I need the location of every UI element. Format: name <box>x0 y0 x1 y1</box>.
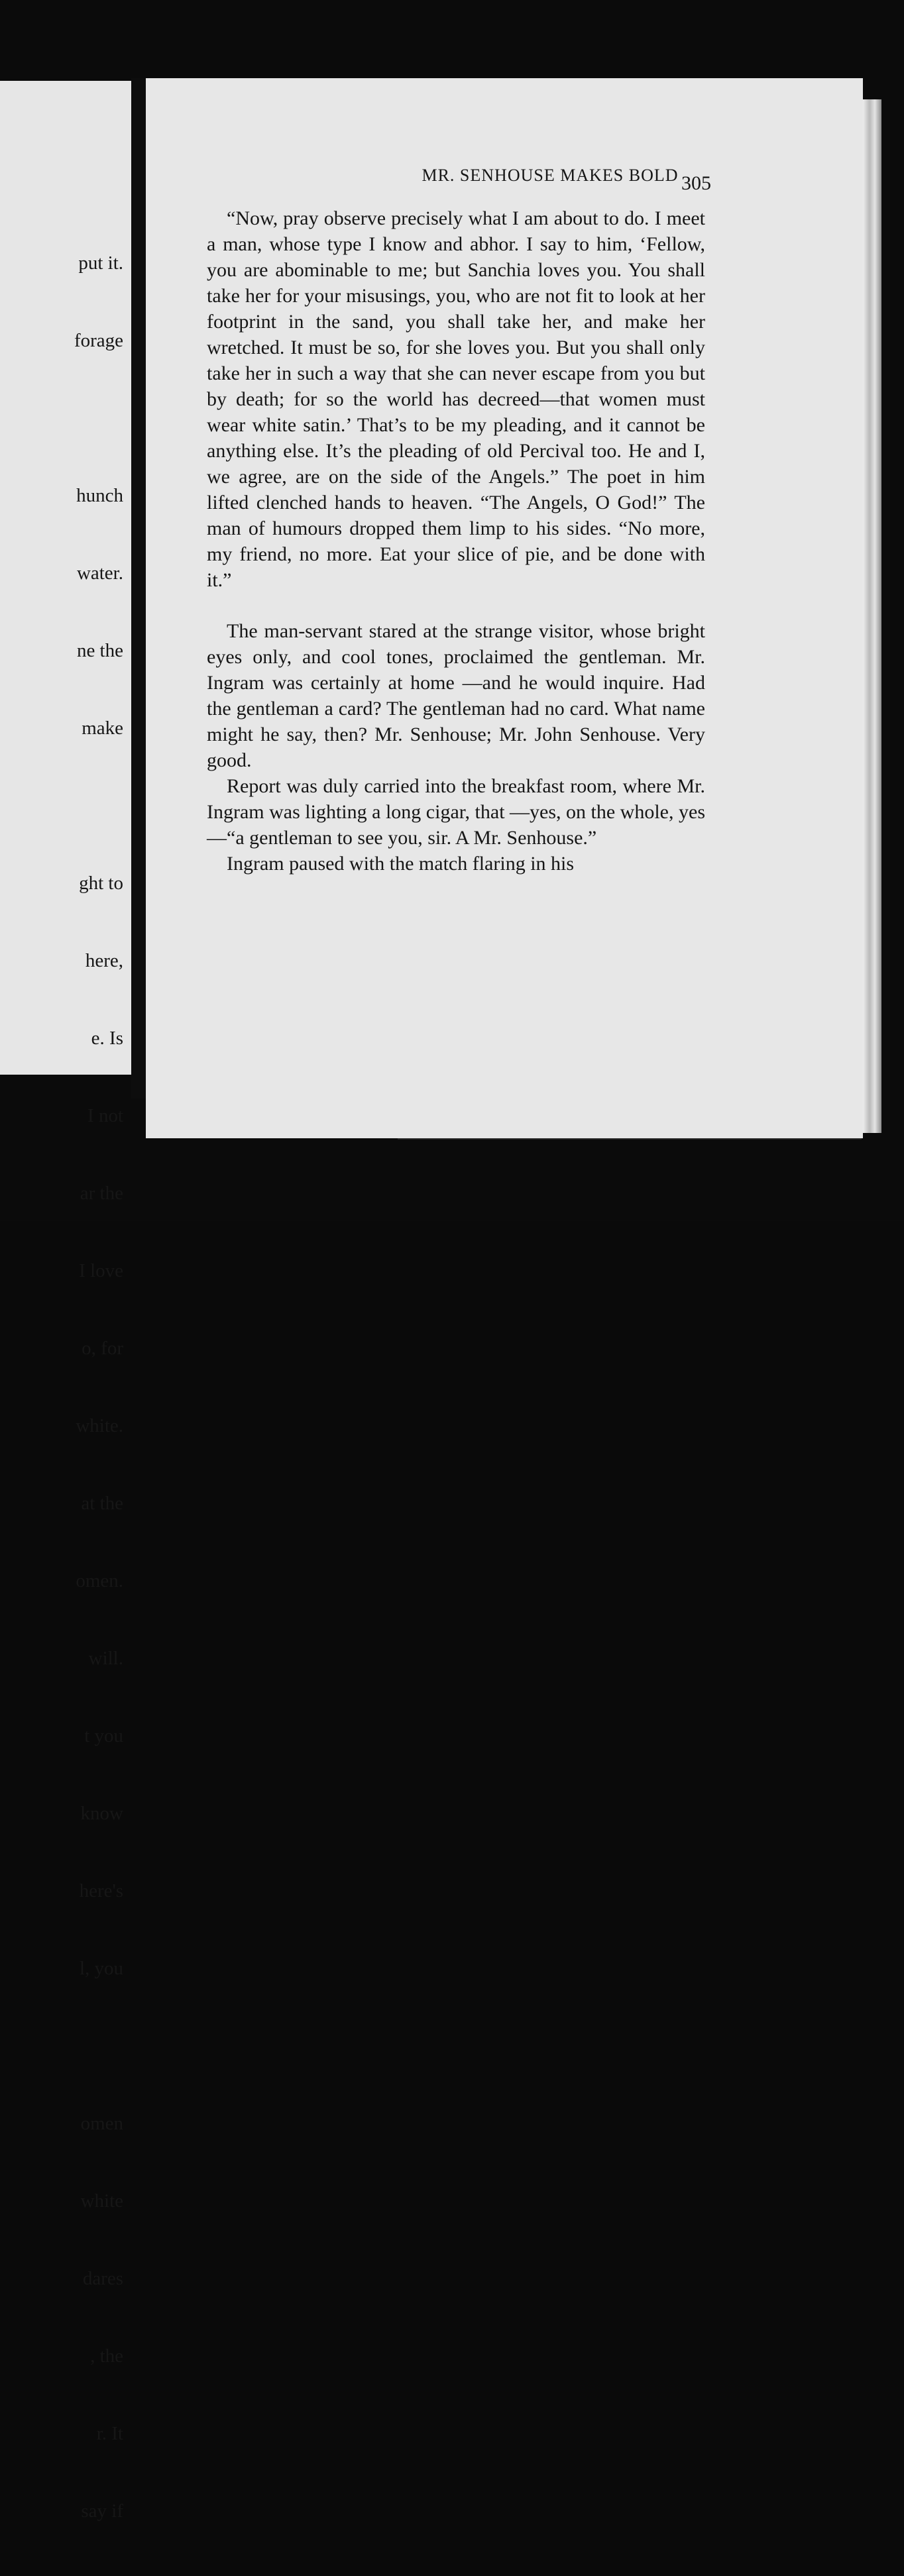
left-line <box>0 2033 123 2059</box>
left-page-fragment <box>0 81 134 2522</box>
left-line: hunch <box>76 485 123 506</box>
left-line: put it. <box>78 252 123 274</box>
left-line: omen <box>80 2113 123 2134</box>
left-line: t you <box>84 1725 123 1746</box>
left-line <box>0 793 123 819</box>
running-head: MR. SENHOUSE MAKES BOLD <box>422 166 679 185</box>
left-line: ne the <box>76 640 123 661</box>
left-page-text <box>0 199 123 2576</box>
left-line: ar the <box>80 1183 123 1204</box>
left-line: I not <box>87 1105 123 1126</box>
paragraph: Ingram paused with the match flaring in his <box>227 853 575 875</box>
page-number: 305 <box>681 172 711 194</box>
left-line: r. It <box>96 2423 123 2444</box>
left-line: at the <box>81 1493 123 1514</box>
left-line: white <box>80 2190 123 2212</box>
left-line: l, you <box>79 1958 123 1979</box>
left-line <box>0 405 123 431</box>
left-line: water. <box>76 563 123 584</box>
left-line: forage <box>74 330 123 351</box>
book-gutter <box>131 78 147 1099</box>
left-line: omen. <box>76 1570 123 1591</box>
left-line: I love <box>79 1260 123 1281</box>
body-text <box>207 205 705 877</box>
left-line: , the <box>90 2345 123 2367</box>
left-line: e. Is <box>91 1028 123 1049</box>
right-page <box>146 78 863 1138</box>
left-line: white. <box>76 1415 123 1436</box>
left-line: here, <box>85 950 123 971</box>
paragraph: The man-servant stared at the strange visitor, whose bright eyes only, and cool tones, proclaimed the gentleman. Mr. Ingram was certainly at home —and he would inquire. Had the gentleman a card? The gentleman had no card. What name might he say, then? Mr. Senhouse; Mr. John Senhouse. Very good. <box>207 620 705 771</box>
left-line: o, for <box>82 1338 123 1359</box>
left-line: dares <box>82 2268 123 2289</box>
paragraph: Report was duly carried into the breakfast room, where Mr. Ingram was lighting a long cigar, that —yes, on the whole, yes—“a gentleman to see you, sir. A Mr. Senhouse.” <box>207 775 705 849</box>
left-line: ght to <box>79 873 123 894</box>
left-line: here's <box>79 1880 123 1902</box>
left-line: will. <box>88 1648 123 1669</box>
left-line: make <box>82 718 123 739</box>
paragraph: “Now, pray observe precisely what I am about to do. I meet a man, whose type I know and abhor. I say to him, ‘Fellow, you are abominable to me; but Sanchia loves you. You shall take her for your misusings, you, who are not fit to look at her footprint in the sand, you shall take her, and make her wretched. It must be so, for she loves you. But you shall only take her in such a way that she can never escape from you but by death; for so the world has decreed—that women must wear white satin.’ That’s to be my pleading, and it cannot be anything else. It’s the pleading of old Percival too. He and I, we agree, are on the side of the Angels.” The poet in him lifted clenched hands to heaven. “The Angels, O God!” The man of humours dropped them limp to his sides. “No more, my friend, no more. Eat your slice of pie, and be done with it.” <box>207 207 705 591</box>
left-line: know <box>80 1803 123 1824</box>
section-break <box>207 593 705 618</box>
left-line: say if <box>81 2500 123 2522</box>
